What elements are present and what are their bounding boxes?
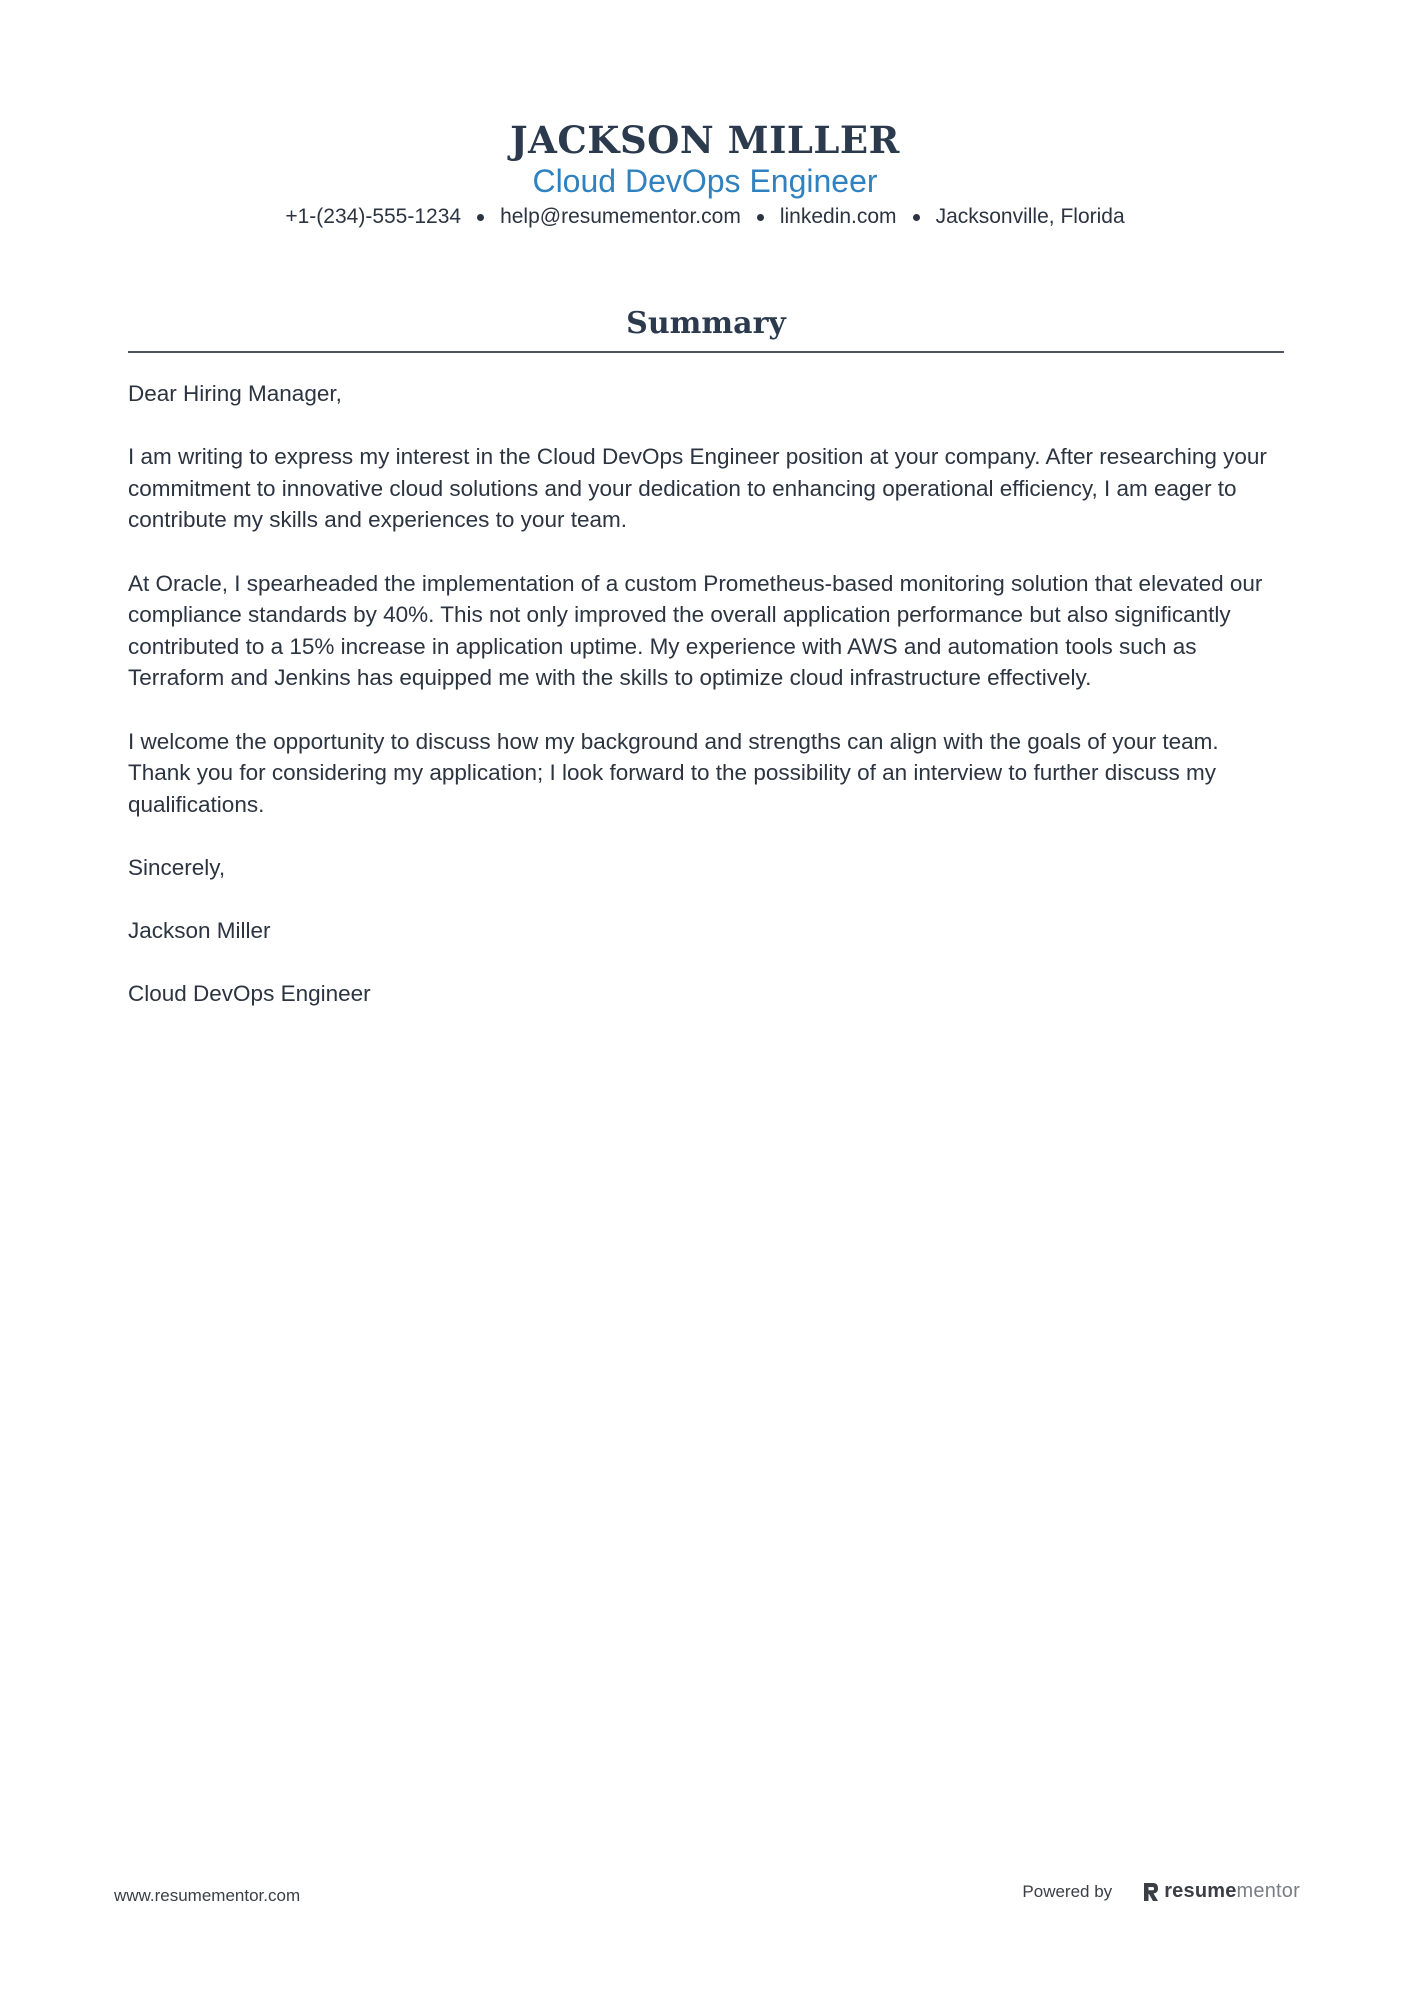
job-title: Cloud DevOps Engineer <box>532 163 878 199</box>
contact-phone: +1-(234)-555-1234 <box>285 205 462 228</box>
candidate-name: JACKSON MILLER <box>510 118 900 162</box>
letter-closing: Sincerely, <box>128 854 226 880</box>
letter-salutation: Dear Hiring Manager, <box>128 381 342 406</box>
powered-by-label: Powered by <box>1022 1881 1113 1901</box>
brand-logo[interactable] <box>1142 1880 1300 1903</box>
resumementor-logo-icon <box>1142 1881 1160 1903</box>
contact-linkedin[interactable]: linkedin.com <box>779 205 897 228</box>
bullet-separator <box>477 214 484 221</box>
bullet-separator <box>913 214 920 221</box>
letter-paragraph: I welcome the opportunity to discuss how my background and strengths can align with the goals of your team. Thank you for considering my application; I look forward to the possibility of an interview to further discuss my qualifications. <box>128 728 1219 817</box>
footer-website[interactable]: www.resumementor.com <box>114 1886 301 1905</box>
letter-body <box>128 378 1284 1041</box>
signature-title: Cloud DevOps Engineer <box>128 981 371 1007</box>
contact-location: Jacksonville, Florida <box>935 205 1125 228</box>
contact-email[interactable]: help@resumementor.com <box>500 205 741 228</box>
letter-paragraph: I am writing to express my interest in the Cloud DevOps Engineer position at your company. After researching your commitment to innovative cloud solutions and your dedication to enhancing operational efficiency, I am eager to contribute my skills and experiences to your team. <box>128 444 1267 533</box>
signature-name: Jackson Miller <box>128 918 271 944</box>
contact-line <box>0 204 1410 230</box>
letter-paragraph: At Oracle, I spearheaded the implementation of a custom Prometheus-based monitoring solution that elevated our compliance standards by 40%. This not only improved the overall application performance but also significantly contributed to a 15% increase in application uptime. My experience with AWS and automation tools such as Terraform and Jenkins has equipped me with the skills to optimize cloud infrastructure effectively. <box>128 570 1263 691</box>
header <box>0 118 1410 230</box>
brand-name-bold: resume <box>1164 1880 1237 1902</box>
section-title-summary: Summary <box>626 306 786 341</box>
brand-name-light: mentor <box>1236 1880 1300 1902</box>
footer-branding <box>1022 1880 1300 1903</box>
section-divider <box>128 351 1284 353</box>
bullet-separator <box>757 214 764 221</box>
